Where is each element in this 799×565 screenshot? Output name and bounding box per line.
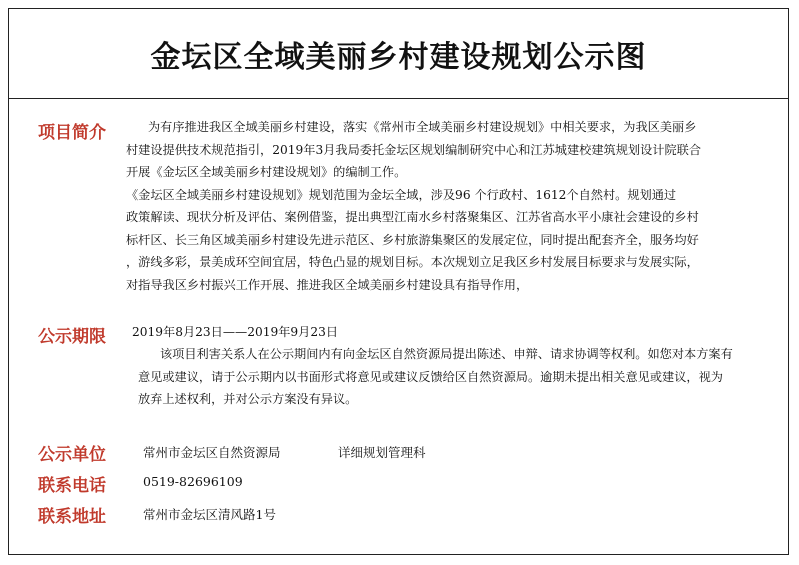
- period-line: 放弃上述权利，并对公示方案没有异议。: [138, 392, 358, 406]
- intro-line: 政策解读、现状分析及评估、案例借鉴，提出典型江南水乡村落聚集区、江苏省高水平小康社会建设的乡村: [126, 210, 699, 224]
- address-value: 常州市金坛区清风路1号: [143, 507, 276, 522]
- page-title: 金坛区全域美丽乡村建设规划公示图: [150, 39, 647, 75]
- phone-value: 0519-82696109: [143, 474, 243, 489]
- period-line: 该项目利害关系人在公示期间内有向金坛区自然资源局提出陈述、申辩、请求协调等权利。如您对本方案有: [160, 347, 733, 361]
- unit-value: 常州市金坛区自然资源局: [143, 445, 281, 460]
- intro-line: 为有序推进我区全域美丽乡村建设，落实《常州市全域美丽乡村建设规划》中相关要求，为我区美丽乡: [148, 120, 697, 134]
- intro-line: 村建设提供技术规范指引，2019年3月我局委托金坛区规划编制研究中心和江苏城建校建筑规划设计院联合: [126, 142, 702, 157]
- intro-line: 对指导我区乡村振兴工作开展、推进我区全域美丽乡村建设具有指导作用，: [126, 277, 529, 292]
- intro-label: 项目简介: [38, 123, 106, 143]
- title-box: [9, 9, 788, 99]
- intro-paragraph: [118, 116, 701, 296]
- unit-dept: 详细规划管理科: [338, 445, 426, 460]
- phone-label: 联系电话: [38, 476, 106, 496]
- period-line: 意见或建议，请于公示期内以书面形式将意见或建议反馈给区自然资源局。逾期未提出相关意见或建议，视为: [138, 369, 723, 384]
- intro-line: 标杆区、长三角区域美丽乡村建设先进示范区、乡村旅游集聚区的发展定位，同时提出配套齐全，服务均好: [126, 232, 699, 247]
- period-label: 公示期限: [38, 327, 106, 347]
- intro-line: 《金坛区全域美丽乡村建设规划》规划范围为金坛全域，涉及96 个行政村、1612个自然村。规划通过: [126, 187, 677, 202]
- period-paragraph: [130, 343, 733, 411]
- intro-line: ，游线多彩，景美成环空间宜居，特色凸显的规划目标。本次规划立足我区乡村发展目标要求与发展实际，: [126, 255, 699, 269]
- period-dates: 2019年8月23日——2019年9月23日: [132, 325, 339, 339]
- address-label: 联系地址: [38, 507, 106, 527]
- unit-label: 公示单位: [38, 445, 106, 465]
- intro-line: 开展《金坛区全域美丽乡村建设规划》的编制工作。: [126, 165, 407, 179]
